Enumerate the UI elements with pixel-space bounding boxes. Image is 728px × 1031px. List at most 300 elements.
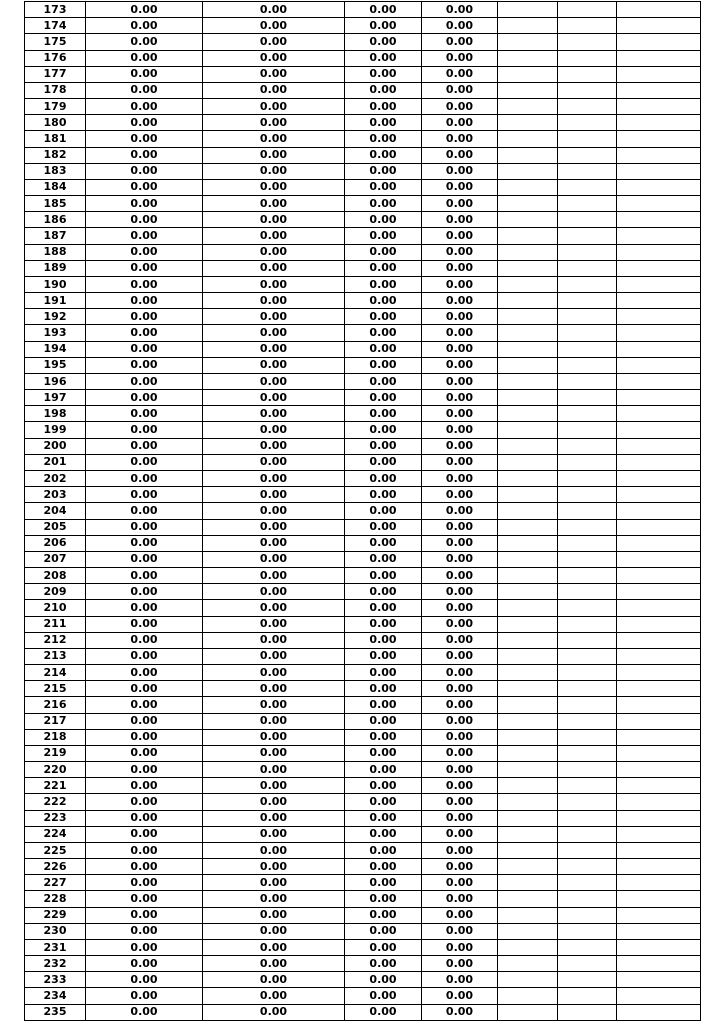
value-cell: 0.00 xyxy=(345,778,422,794)
value-cell: 0.00 xyxy=(422,681,498,697)
value-cell: 0.00 xyxy=(203,2,345,18)
value-cell: 0.00 xyxy=(86,632,203,648)
empty-cell xyxy=(498,713,558,729)
empty-cell xyxy=(498,939,558,955)
value-cell: 0.00 xyxy=(345,551,422,567)
value-cell: 0.00 xyxy=(203,665,345,681)
value-cell: 0.00 xyxy=(422,228,498,244)
empty-cell xyxy=(498,373,558,389)
empty-cell xyxy=(617,745,701,761)
row-number-cell: 215 xyxy=(25,681,86,697)
value-cell: 0.00 xyxy=(422,2,498,18)
empty-cell xyxy=(617,66,701,82)
row-number-cell: 189 xyxy=(25,260,86,276)
empty-cell xyxy=(558,875,617,891)
value-cell: 0.00 xyxy=(345,600,422,616)
value-cell: 0.00 xyxy=(422,551,498,567)
row-number-cell: 216 xyxy=(25,697,86,713)
value-cell: 0.00 xyxy=(422,713,498,729)
value-cell: 0.00 xyxy=(203,228,345,244)
row-number-cell: 226 xyxy=(25,859,86,875)
value-cell: 0.00 xyxy=(86,859,203,875)
row-number-cell: 174 xyxy=(25,18,86,34)
value-cell: 0.00 xyxy=(203,745,345,761)
table-row xyxy=(25,228,701,244)
value-cell: 0.00 xyxy=(422,244,498,260)
value-cell: 0.00 xyxy=(203,972,345,988)
value-cell: 0.00 xyxy=(86,163,203,179)
value-cell: 0.00 xyxy=(422,972,498,988)
empty-cell xyxy=(558,357,617,373)
empty-cell xyxy=(498,842,558,858)
empty-cell xyxy=(558,487,617,503)
table-row xyxy=(25,2,701,18)
row-number-cell: 186 xyxy=(25,212,86,228)
empty-cell xyxy=(498,487,558,503)
table-row xyxy=(25,487,701,503)
empty-cell xyxy=(498,810,558,826)
empty-cell xyxy=(558,390,617,406)
value-cell: 0.00 xyxy=(86,147,203,163)
empty-cell xyxy=(617,842,701,858)
value-cell: 0.00 xyxy=(345,972,422,988)
value-cell: 0.00 xyxy=(345,907,422,923)
value-cell: 0.00 xyxy=(203,276,345,292)
value-cell: 0.00 xyxy=(86,535,203,551)
empty-cell xyxy=(558,196,617,212)
value-cell: 0.00 xyxy=(203,406,345,422)
empty-cell xyxy=(498,212,558,228)
value-cell: 0.00 xyxy=(345,810,422,826)
value-cell: 0.00 xyxy=(203,729,345,745)
value-cell: 0.00 xyxy=(86,341,203,357)
empty-cell xyxy=(498,115,558,131)
value-cell: 0.00 xyxy=(203,196,345,212)
value-cell: 0.00 xyxy=(345,357,422,373)
value-cell: 0.00 xyxy=(203,956,345,972)
row-number-cell: 197 xyxy=(25,390,86,406)
empty-cell xyxy=(617,859,701,875)
value-cell: 0.00 xyxy=(345,762,422,778)
table-row xyxy=(25,859,701,875)
value-cell: 0.00 xyxy=(422,600,498,616)
table-row xyxy=(25,745,701,761)
empty-cell xyxy=(558,228,617,244)
empty-cell xyxy=(617,923,701,939)
row-number-cell: 192 xyxy=(25,309,86,325)
table-row xyxy=(25,826,701,842)
empty-cell xyxy=(498,648,558,664)
value-cell: 0.00 xyxy=(422,276,498,292)
table-row xyxy=(25,762,701,778)
row-number-cell: 222 xyxy=(25,794,86,810)
value-cell: 0.00 xyxy=(345,2,422,18)
value-cell: 0.00 xyxy=(422,341,498,357)
value-cell: 0.00 xyxy=(345,745,422,761)
value-cell: 0.00 xyxy=(345,422,422,438)
value-cell: 0.00 xyxy=(422,939,498,955)
value-cell: 0.00 xyxy=(345,276,422,292)
empty-cell xyxy=(617,519,701,535)
value-cell: 0.00 xyxy=(203,244,345,260)
table-row xyxy=(25,729,701,745)
row-number-cell: 233 xyxy=(25,972,86,988)
empty-cell xyxy=(617,260,701,276)
row-number-cell: 173 xyxy=(25,2,86,18)
empty-cell xyxy=(558,293,617,309)
value-cell: 0.00 xyxy=(86,697,203,713)
empty-cell xyxy=(498,616,558,632)
table-row xyxy=(25,875,701,891)
row-number-cell: 209 xyxy=(25,584,86,600)
empty-cell xyxy=(498,535,558,551)
empty-cell xyxy=(617,276,701,292)
value-cell: 0.00 xyxy=(345,406,422,422)
empty-cell xyxy=(498,568,558,584)
empty-cell xyxy=(617,454,701,470)
value-cell: 0.00 xyxy=(422,50,498,66)
row-number-cell: 176 xyxy=(25,50,86,66)
empty-cell xyxy=(498,745,558,761)
empty-cell xyxy=(498,50,558,66)
value-cell: 0.00 xyxy=(345,212,422,228)
value-cell: 0.00 xyxy=(86,325,203,341)
value-cell: 0.00 xyxy=(86,228,203,244)
table-row xyxy=(25,66,701,82)
empty-cell xyxy=(617,875,701,891)
empty-cell xyxy=(558,163,617,179)
empty-cell xyxy=(558,373,617,389)
value-cell: 0.00 xyxy=(422,163,498,179)
empty-cell xyxy=(617,2,701,18)
value-cell: 0.00 xyxy=(345,325,422,341)
value-cell: 0.00 xyxy=(86,34,203,50)
value-cell: 0.00 xyxy=(422,470,498,486)
value-cell: 0.00 xyxy=(345,535,422,551)
table-row xyxy=(25,373,701,389)
table-row xyxy=(25,406,701,422)
value-cell: 0.00 xyxy=(422,875,498,891)
value-cell: 0.00 xyxy=(345,341,422,357)
table-row xyxy=(25,163,701,179)
empty-cell xyxy=(617,179,701,195)
table-row xyxy=(25,34,701,50)
value-cell: 0.00 xyxy=(86,454,203,470)
empty-cell xyxy=(558,826,617,842)
empty-cell xyxy=(498,325,558,341)
row-number-cell: 187 xyxy=(25,228,86,244)
table-row xyxy=(25,616,701,632)
value-cell: 0.00 xyxy=(203,600,345,616)
value-cell: 0.00 xyxy=(422,260,498,276)
empty-cell xyxy=(558,1004,617,1020)
value-cell: 0.00 xyxy=(203,487,345,503)
value-cell: 0.00 xyxy=(86,309,203,325)
value-cell: 0.00 xyxy=(422,907,498,923)
value-cell: 0.00 xyxy=(86,357,203,373)
value-cell: 0.00 xyxy=(422,988,498,1004)
table-row xyxy=(25,956,701,972)
empty-cell xyxy=(617,972,701,988)
row-number-cell: 231 xyxy=(25,939,86,955)
value-cell: 0.00 xyxy=(86,470,203,486)
empty-cell xyxy=(498,438,558,454)
value-cell: 0.00 xyxy=(203,616,345,632)
empty-cell xyxy=(617,1004,701,1020)
table-row xyxy=(25,584,701,600)
row-number-cell: 207 xyxy=(25,551,86,567)
value-cell: 0.00 xyxy=(86,179,203,195)
row-number-cell: 179 xyxy=(25,99,86,115)
table-row xyxy=(25,422,701,438)
value-cell: 0.00 xyxy=(422,923,498,939)
empty-cell xyxy=(617,826,701,842)
value-cell: 0.00 xyxy=(86,438,203,454)
value-cell: 0.00 xyxy=(345,665,422,681)
value-cell: 0.00 xyxy=(422,18,498,34)
value-cell: 0.00 xyxy=(86,826,203,842)
empty-cell xyxy=(558,778,617,794)
empty-cell xyxy=(558,519,617,535)
table-row xyxy=(25,309,701,325)
value-cell: 0.00 xyxy=(203,584,345,600)
empty-cell xyxy=(498,470,558,486)
value-cell: 0.00 xyxy=(203,762,345,778)
value-cell: 0.00 xyxy=(422,519,498,535)
value-cell: 0.00 xyxy=(203,163,345,179)
table-row xyxy=(25,293,701,309)
value-cell: 0.00 xyxy=(203,212,345,228)
empty-cell xyxy=(558,697,617,713)
value-cell: 0.00 xyxy=(86,891,203,907)
empty-cell xyxy=(558,82,617,98)
empty-cell xyxy=(617,18,701,34)
value-cell: 0.00 xyxy=(203,551,345,567)
row-number-cell: 195 xyxy=(25,357,86,373)
value-cell: 0.00 xyxy=(422,826,498,842)
data-table xyxy=(24,1,701,1021)
table-row xyxy=(25,438,701,454)
table-row xyxy=(25,568,701,584)
empty-cell xyxy=(558,260,617,276)
value-cell: 0.00 xyxy=(86,907,203,923)
table-row xyxy=(25,988,701,1004)
value-cell: 0.00 xyxy=(203,842,345,858)
value-cell: 0.00 xyxy=(86,66,203,82)
value-cell: 0.00 xyxy=(345,260,422,276)
empty-cell xyxy=(558,147,617,163)
value-cell: 0.00 xyxy=(86,729,203,745)
empty-cell xyxy=(617,131,701,147)
empty-cell xyxy=(617,762,701,778)
empty-cell xyxy=(498,988,558,1004)
empty-cell xyxy=(617,373,701,389)
value-cell: 0.00 xyxy=(203,681,345,697)
empty-cell xyxy=(617,891,701,907)
value-cell: 0.00 xyxy=(345,859,422,875)
value-cell: 0.00 xyxy=(422,648,498,664)
table-row xyxy=(25,907,701,923)
row-number-cell: 221 xyxy=(25,778,86,794)
value-cell: 0.00 xyxy=(422,810,498,826)
empty-cell xyxy=(617,244,701,260)
value-cell: 0.00 xyxy=(203,179,345,195)
empty-cell xyxy=(498,600,558,616)
empty-cell xyxy=(558,551,617,567)
value-cell: 0.00 xyxy=(345,1004,422,1020)
row-number-cell: 211 xyxy=(25,616,86,632)
empty-cell xyxy=(617,406,701,422)
empty-cell xyxy=(558,568,617,584)
value-cell: 0.00 xyxy=(345,923,422,939)
value-cell: 0.00 xyxy=(422,357,498,373)
table-row xyxy=(25,18,701,34)
row-number-cell: 235 xyxy=(25,1004,86,1020)
empty-cell xyxy=(617,616,701,632)
empty-cell xyxy=(558,956,617,972)
value-cell: 0.00 xyxy=(422,34,498,50)
value-cell: 0.00 xyxy=(86,260,203,276)
value-cell: 0.00 xyxy=(203,859,345,875)
value-cell: 0.00 xyxy=(86,115,203,131)
empty-cell xyxy=(558,179,617,195)
empty-cell xyxy=(617,794,701,810)
empty-cell xyxy=(558,50,617,66)
value-cell: 0.00 xyxy=(422,293,498,309)
empty-cell xyxy=(558,18,617,34)
value-cell: 0.00 xyxy=(86,99,203,115)
row-number-cell: 227 xyxy=(25,875,86,891)
row-number-cell: 180 xyxy=(25,115,86,131)
value-cell: 0.00 xyxy=(203,438,345,454)
empty-cell xyxy=(617,50,701,66)
empty-cell xyxy=(558,454,617,470)
table-row xyxy=(25,390,701,406)
value-cell: 0.00 xyxy=(86,82,203,98)
value-cell: 0.00 xyxy=(422,390,498,406)
row-number-cell: 232 xyxy=(25,956,86,972)
empty-cell xyxy=(498,179,558,195)
value-cell: 0.00 xyxy=(345,99,422,115)
table-row xyxy=(25,794,701,810)
row-number-cell: 177 xyxy=(25,66,86,82)
value-cell: 0.00 xyxy=(203,697,345,713)
table-row xyxy=(25,1004,701,1020)
value-cell: 0.00 xyxy=(86,18,203,34)
value-cell: 0.00 xyxy=(422,147,498,163)
value-cell: 0.00 xyxy=(422,422,498,438)
value-cell: 0.00 xyxy=(422,665,498,681)
value-cell: 0.00 xyxy=(345,66,422,82)
empty-cell xyxy=(558,212,617,228)
empty-cell xyxy=(617,503,701,519)
value-cell: 0.00 xyxy=(422,66,498,82)
empty-cell xyxy=(558,422,617,438)
empty-cell xyxy=(558,681,617,697)
value-cell: 0.00 xyxy=(86,487,203,503)
value-cell: 0.00 xyxy=(345,648,422,664)
table-row xyxy=(25,131,701,147)
value-cell: 0.00 xyxy=(86,2,203,18)
value-cell: 0.00 xyxy=(203,648,345,664)
empty-cell xyxy=(558,632,617,648)
value-cell: 0.00 xyxy=(422,745,498,761)
value-cell: 0.00 xyxy=(345,713,422,729)
row-number-cell: 223 xyxy=(25,810,86,826)
empty-cell xyxy=(558,665,617,681)
table-row xyxy=(25,82,701,98)
empty-cell xyxy=(558,923,617,939)
empty-cell xyxy=(498,1004,558,1020)
row-number-cell: 212 xyxy=(25,632,86,648)
value-cell: 0.00 xyxy=(86,923,203,939)
value-cell: 0.00 xyxy=(203,1004,345,1020)
row-number-cell: 229 xyxy=(25,907,86,923)
empty-cell xyxy=(498,519,558,535)
value-cell: 0.00 xyxy=(203,535,345,551)
value-cell: 0.00 xyxy=(203,923,345,939)
empty-cell xyxy=(558,406,617,422)
empty-cell xyxy=(498,196,558,212)
row-number-cell: 213 xyxy=(25,648,86,664)
empty-cell xyxy=(617,99,701,115)
value-cell: 0.00 xyxy=(345,697,422,713)
empty-cell xyxy=(498,778,558,794)
empty-cell xyxy=(617,939,701,955)
table-row xyxy=(25,50,701,66)
value-cell: 0.00 xyxy=(86,293,203,309)
row-number-cell: 175 xyxy=(25,34,86,50)
value-cell: 0.00 xyxy=(345,891,422,907)
table-row xyxy=(25,778,701,794)
row-number-cell: 208 xyxy=(25,568,86,584)
value-cell: 0.00 xyxy=(345,875,422,891)
table-row xyxy=(25,697,701,713)
value-cell: 0.00 xyxy=(422,1004,498,1020)
empty-cell xyxy=(558,535,617,551)
empty-cell xyxy=(498,406,558,422)
value-cell: 0.00 xyxy=(86,713,203,729)
value-cell: 0.00 xyxy=(345,794,422,810)
empty-cell xyxy=(558,745,617,761)
value-cell: 0.00 xyxy=(345,390,422,406)
value-cell: 0.00 xyxy=(86,373,203,389)
value-cell: 0.00 xyxy=(203,454,345,470)
table-row xyxy=(25,196,701,212)
value-cell: 0.00 xyxy=(86,681,203,697)
value-cell: 0.00 xyxy=(422,859,498,875)
empty-cell xyxy=(558,99,617,115)
value-cell: 0.00 xyxy=(203,939,345,955)
value-cell: 0.00 xyxy=(203,341,345,357)
table-row xyxy=(25,519,701,535)
value-cell: 0.00 xyxy=(422,115,498,131)
value-cell: 0.00 xyxy=(86,1004,203,1020)
value-cell: 0.00 xyxy=(422,584,498,600)
value-cell: 0.00 xyxy=(422,82,498,98)
value-cell: 0.00 xyxy=(86,422,203,438)
table-row xyxy=(25,99,701,115)
empty-cell xyxy=(498,956,558,972)
table-row xyxy=(25,648,701,664)
empty-cell xyxy=(498,632,558,648)
empty-cell xyxy=(617,34,701,50)
value-cell: 0.00 xyxy=(203,99,345,115)
empty-cell xyxy=(558,762,617,778)
table-row xyxy=(25,454,701,470)
empty-cell xyxy=(617,196,701,212)
table-row xyxy=(25,325,701,341)
